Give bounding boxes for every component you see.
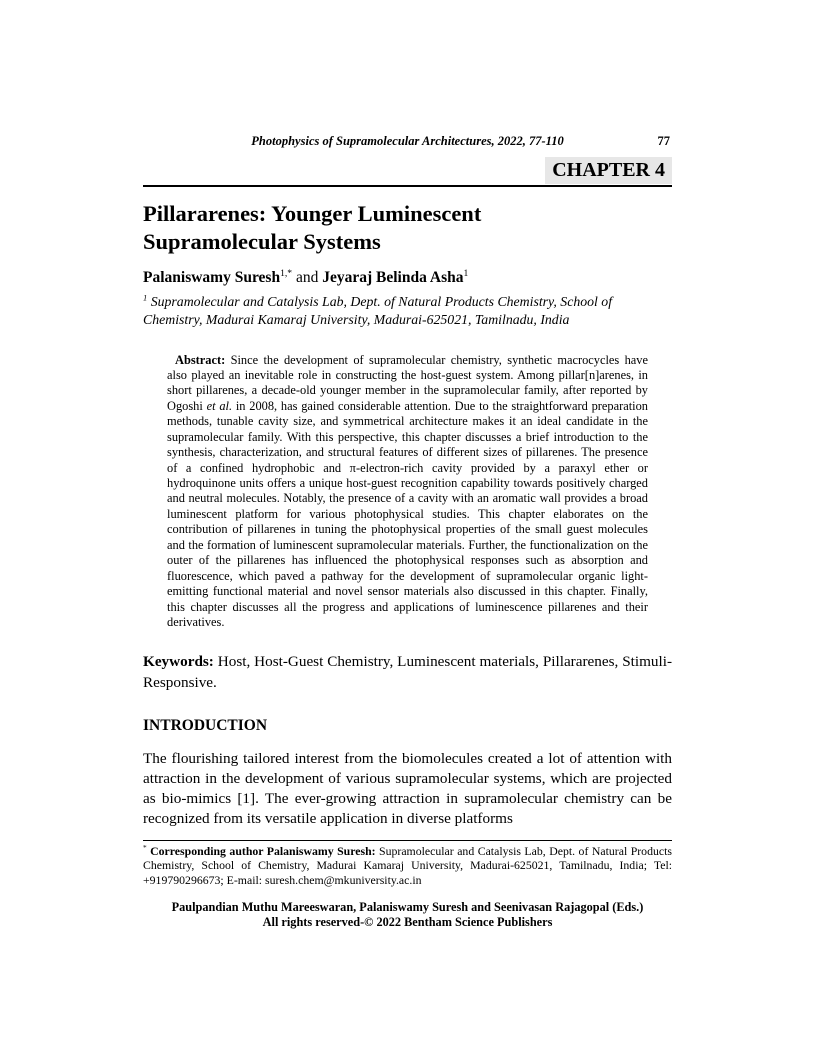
- page-content: [143, 0, 672, 930]
- footnote-asterisk: *: [143, 842, 147, 852]
- author-2-superscript: 1: [463, 267, 469, 279]
- author-1-superscript: 1,*: [280, 267, 293, 279]
- abstract-etal: et al.: [206, 398, 233, 413]
- abstract-label: Abstract:: [175, 352, 226, 367]
- affiliation-superscript: 1: [143, 292, 148, 303]
- chapter-row: [143, 157, 672, 184]
- footnote-rule: [143, 840, 672, 841]
- header-rule: [143, 185, 672, 187]
- keywords: [143, 652, 672, 693]
- footnote-text: Supramolecular and Catalysis Lab, Dept. of Natural Products Chemistry, School of Chemistry, Madurai Kamaraj University, Madurai-625021, Tamilnadu, India; Tel: +919790296673; E-mail: suresh.chem@mkuniversity.ac.in: [143, 843, 672, 887]
- introduction-paragraph: The flourishing tailored interest from the biomolecules created a lot of attention with attraction in the development of various supramolecular systems, which are projected as bio-mimics [1]. The ever-growing attraction in supramolecular chemistry can be recognized from its versatile application in diverse platforms: [143, 749, 672, 828]
- chapter-title-line1: Pillararenes: Younger Luminescent: [143, 201, 482, 226]
- affiliation: [143, 293, 672, 329]
- publisher-footer-copyright: All rights reserved-© 2022 Bentham Science Publishers: [262, 914, 553, 929]
- abstract: [167, 353, 648, 631]
- keywords-text: Host, Host-Guest Chemistry, Luminescent materials, Pillararenes, Stimuli-Responsive.: [143, 653, 672, 692]
- keywords-label: Keywords:: [143, 653, 214, 671]
- author-1: Palaniswamy Suresh: [143, 268, 281, 286]
- running-header: [143, 134, 672, 149]
- introduction-heading: INTRODUCTION: [143, 716, 268, 734]
- affiliation-text: Supramolecular and Catalysis Lab, Dept. of Natural Products Chemistry, School of Chemistry, Madurai Kamaraj University, Madurai-625021, Tamilnadu, India: [143, 293, 613, 327]
- corresponding-author-footnote: [143, 844, 672, 888]
- abstract-text-1: Since the development of supramolecular chemistry, synthetic macrocycles have also played an inevitable role in constructing the host-guest system. Among pillar[n]arenes, in short pillarenes, a decade-old younger member in the supramolecular family, after reported by Ogoshi: [167, 352, 648, 413]
- author-connector: and: [292, 268, 323, 286]
- page-number: 77: [657, 134, 670, 148]
- author-2: Jeyaraj Belinda Asha: [322, 268, 464, 286]
- footnote-bold-label: Corresponding author Palaniswamy Suresh:: [146, 843, 376, 858]
- abstract-text-2: in 2008, has gained considerable attention. Due to the straightforward preparation methods, tunable cavity size, and symmetrical architecture makes it an ideal candidate in the supramolecular family. With this perspective, this chapter discusses a brief introduction to the synthesis, characterization, and structural features of different sizes of pillarenes. The presence of a confined hydrophobic and π-electron-rich cavity provided by a paraxyl ether or hydroquinone units offers a unique host-guest recognition capability towards positively charged and neutral molecules. Notably, the presence of a cavity with an aromatic wall provides a broad luminescent platform for various photophysical studies. This chapter elaborates on the contribution of pillarenes in tuning the photophysical properties of the small guest molecules and the formation of luminescent supramolecular materials. Further, the functionalization on the outer of the pillarenes has influenced the photophysical responses such as absorption and fluorescence, which paved a pathway for the development of supramolecular organic light-emitting functional material and novel sensor materials also discussed in this chapter. Finally, this chapter discusses all the progress and applications of luminescence pillarenes and their derivatives.: [167, 398, 649, 629]
- publisher-footer-editors: Paulpandian Muthu Mareeswaran, Palaniswamy Suresh and Seenivasan Rajagopal (Eds.): [171, 899, 644, 914]
- chapter-title: [143, 200, 672, 257]
- chapter-badge: CHAPTER 4: [545, 157, 672, 184]
- running-head-title: Photophysics of Supramolecular Architectures, 2022, 77-110: [251, 134, 564, 148]
- author-line: [143, 268, 672, 287]
- chapter-title-line2: Supramolecular Systems: [143, 229, 381, 255]
- publisher-footer: [143, 900, 672, 931]
